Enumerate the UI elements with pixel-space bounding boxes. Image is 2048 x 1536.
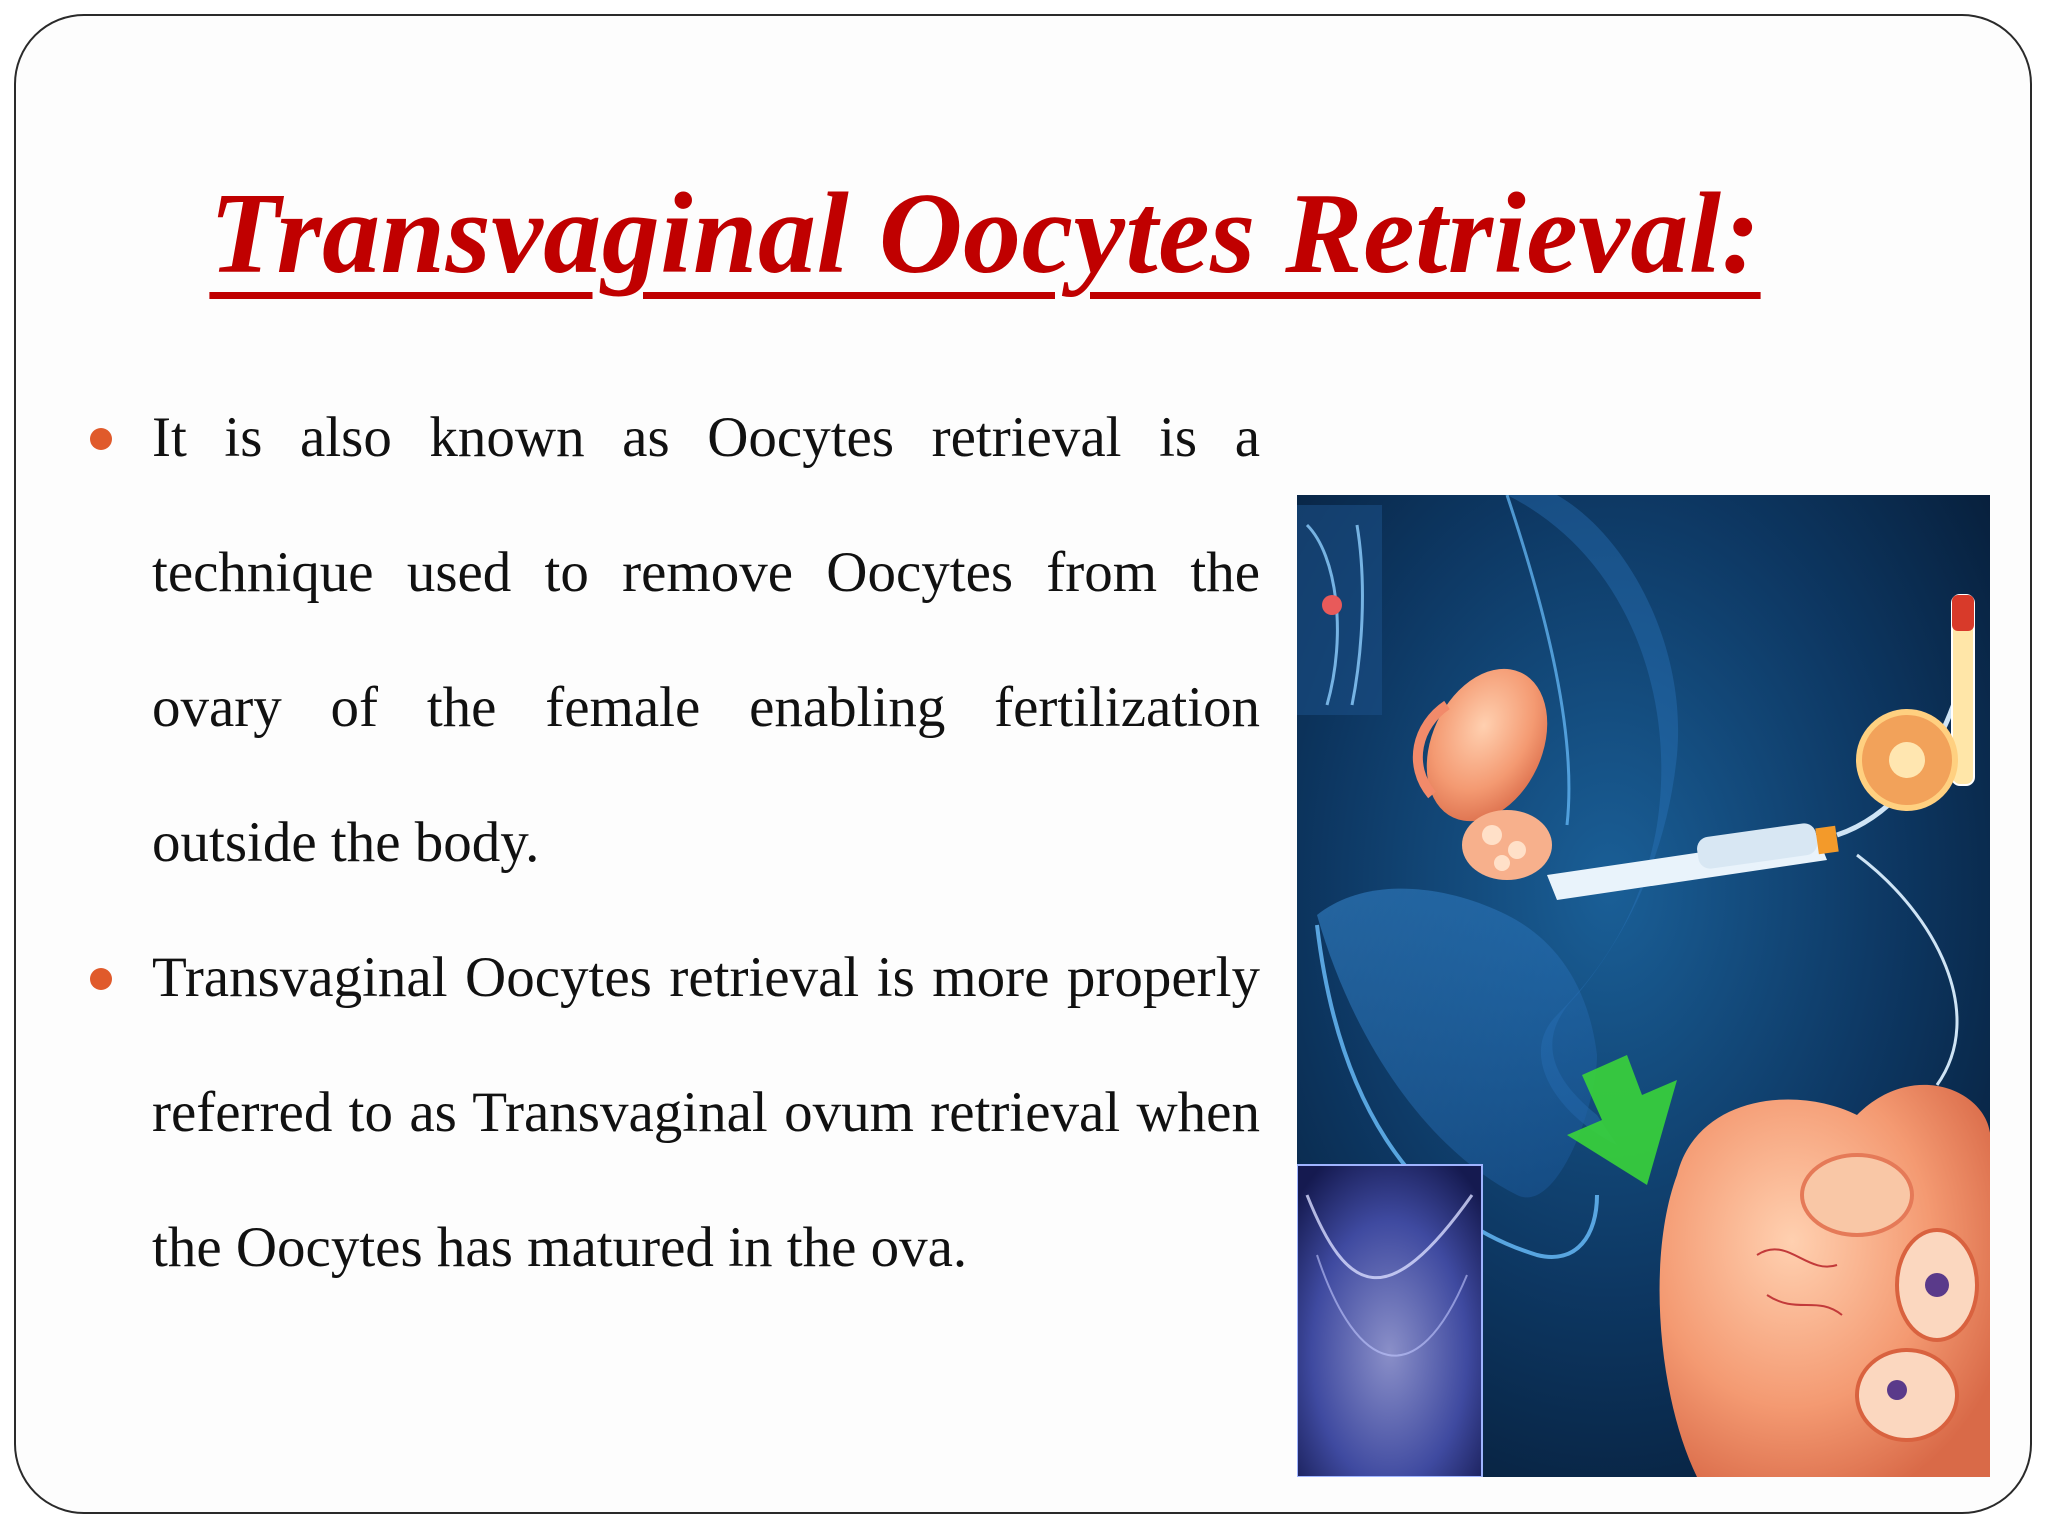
- bullet-item: [90, 370, 1260, 910]
- inset-organ: [1322, 595, 1342, 615]
- follicle-cross-section: [1802, 1155, 1912, 1235]
- probe-tip: [1815, 826, 1838, 855]
- bullet-list: [90, 370, 1260, 1315]
- bullet-dot-icon: [90, 968, 112, 990]
- egg-icon: [1887, 1380, 1907, 1400]
- ultrasound-image: [1297, 1165, 1482, 1477]
- bullet-text: It is also known as Oocytes retrieval is a technique used to remove Oocytes from the ovary of the female enabling fertilization outside the body.: [152, 406, 1260, 874]
- tube-cap: [1952, 595, 1974, 631]
- bullet-dot-icon: [90, 428, 112, 450]
- ovary-shape: [1462, 810, 1552, 880]
- follicle: [1508, 841, 1526, 859]
- medical-illustration: [1297, 495, 1990, 1477]
- bullet-text: Transvaginal Oocytes retrieval is more properly referred to as Transvaginal ovum retrieval when the Oocytes has matured in the ova.: [152, 946, 1260, 1279]
- follicle: [1482, 825, 1502, 845]
- follicle-cross-section: [1857, 1350, 1957, 1440]
- egg-icon: [1925, 1273, 1949, 1297]
- slide-title: Transvaginal Oocytes Retrieval:: [209, 170, 1761, 298]
- follicle: [1494, 855, 1510, 871]
- bullet-item: [90, 910, 1260, 1315]
- oocyte-nucleus: [1889, 742, 1925, 778]
